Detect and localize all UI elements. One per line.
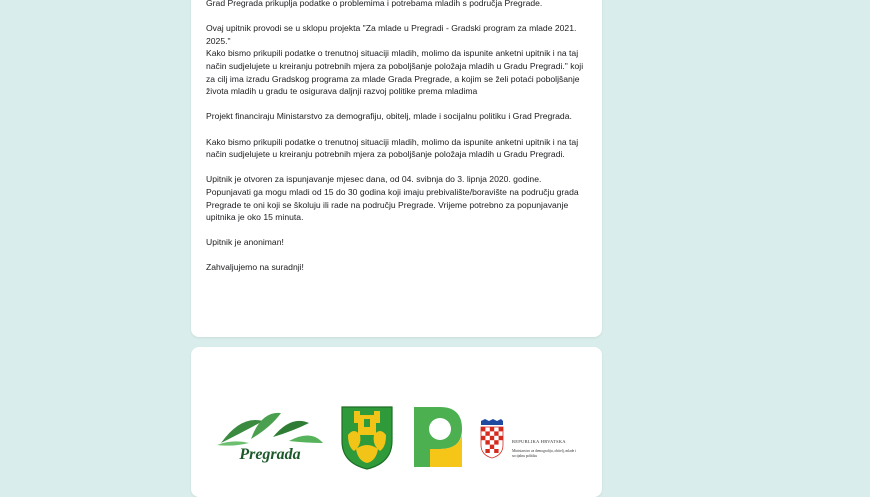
project-p-icon <box>412 405 464 469</box>
description-paragraph: Upitnik je otvoren za ispunjavanje mjesec dana, od 04. svibnja do 3. lipnja 2020. godine. Popunjavati ga mogu mladi od 15 do 30 godina koji imaju prebivalište/boravište na području grada Pregrade te oni koji se školuju ili rade na području Pregrade. Vrijeme potrebno za popunjavanje upitnika je oko 15 minuta. <box>206 174 579 223</box>
project-p-logo <box>412 405 464 469</box>
description-paragraph: Zahvaljujemo na suradnji! <box>206 262 304 273</box>
description-paragraph: Grad Pregrada prikuplja podatke o problemima i potrebama mladih s područja Pregrade. <box>206 0 543 8</box>
ministry-name: Ministarstvo za demografiju, obitelj, mlade i socijalnu politiku <box>512 449 577 458</box>
pregrada-leaves-icon <box>211 409 329 449</box>
ministry-text <box>512 439 582 459</box>
pregrada-logo <box>211 409 329 469</box>
description-paragraph: Upitnik je anoniman! <box>206 237 284 248</box>
form-description-card <box>191 0 602 337</box>
ministry-logo <box>477 419 577 465</box>
city-crest-logo <box>340 405 394 471</box>
form-description <box>206 0 591 274</box>
ministry-country: REPUBLIKA HRVATSKA <box>512 439 566 444</box>
pregrada-wordmark: Pregrada <box>239 446 301 463</box>
logos-card <box>191 347 602 497</box>
description-paragraph: Ovaj upitnik provodi se u sklopu projekta "Za mlade u Pregradi - Gradski program za mlade 2021. 2025." Kako bismo prikupili podatke o trenutnoj situaciji mladih, molimo da ispunite anketni upitnik i na taj način sudjelujete u kreiranju potrebnih mjera za poboljšanje položaja mladih u Gradu Pregradi." koji za cilj ima izradu Gradskog programa za mlade Grada Pregrade, a kojim se želi potaći poboljšanje života mladih u gradu te osigurava daljnji razvoj politike prema mladima <box>206 23 584 97</box>
croatian-coat-of-arms-icon <box>477 419 507 459</box>
description-paragraph: Projekt financiraju Ministarstvo za demografiju, obitelj, mlade i socijalnu politiku i Grad Pregrada. <box>206 111 572 122</box>
description-paragraph: Kako bismo prikupili podatke o trenutnoj situaciji mladih, molimo da ispunite anketni upitnik i na taj način sudjelujete u kreiranju potrebnih mjera za poboljšanje položaja mladih u Gradu Pregradi. <box>206 136 579 160</box>
coat-of-arms-icon <box>340 405 394 471</box>
